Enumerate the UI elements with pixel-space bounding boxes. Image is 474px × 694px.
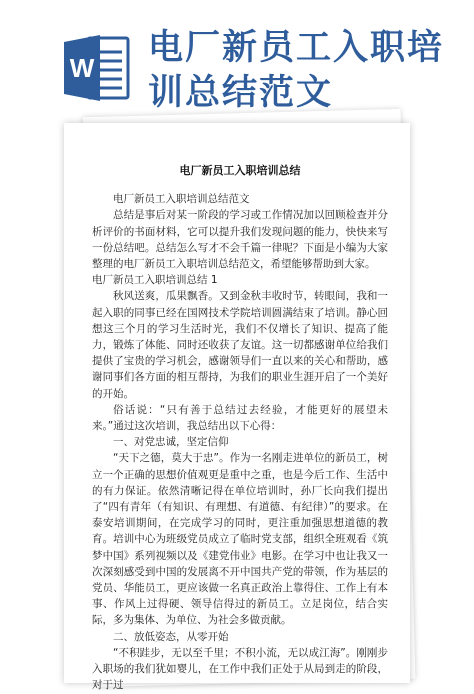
document-page (64, 123, 410, 692)
paragraph: “天下之德，莫大于忠”。作为一名刚走进单位的新员工，树立一个正确的思想价值观更是重中之重，也是今后工作、生活中的有力保证。依然清晰记得在单位培训时，孙厂长向我们提出了“四有青年（有知识、有理想、有道德、有纪律）”的要求。在泰安培训期间，在完成学习的同时，更注重加强思想道德的教育。培训中心为班级党员成立了临时党支部，组织全班观看《筑梦中国》系列视频以及《建党伟业》电影。在学习中也让我又一次深刻感受到中国的发展离不开中国共产党的带领，作为基层的党员、华能员工，更应该做一名真正政治上靠得住、工作上有本事、作风上过得硬、领导信得过的新员工。立足岗位，结合实际，多为集体、为单位、为社会多做贡献。 (92, 452, 388, 627)
page-title (148, 26, 468, 116)
section-heading: 电厂新员工入职培训总结 1 (92, 274, 218, 287)
document-intro: 总结是事后对某一阶段的学习或工作情况加以回顾检查并分析评价的书面材料，它可以提升我们发现问题的能力，快快来写一份总结吧。总结怎么写才不会千篇一律呢？下面是小编为大家整理的电厂新员工入职培训总结范文，希望能够帮助到大家。 (92, 209, 388, 271)
word-document-icon (64, 32, 132, 104)
document-subtitle: 电厂新员工入职培训总结范文 (113, 193, 250, 206)
page-title-line-1: 电厂新员工入职培 (148, 28, 445, 68)
paragraph: 俗话说：“只有善于总结过去经验，才能更好的展望未来。”通过这次培训，我总结出以下心得： (92, 403, 388, 433)
point-heading: 一、对党忠诚，坚定信仰 (113, 436, 229, 449)
paragraph: “不积跬步，无以至千里；不积小流，无以成江海”。刚刚步入职场的我们犹如婴儿，在工作中我们正处于从局到走的阶段，对于过 (92, 646, 388, 692)
paragraph: 秋风送爽，瓜果飘香。又到金秋丰收时节，转眼间，我和一起入职的同事已经在国网技术学院培训圆满结束了培训。静心回想这三个月的学习生活时光，我们不仅增长了知识、提高了能力，锻炼了体能、同时还收获了友谊。这一切都感谢单位给我们提供了宝贵的学习机会，感谢领导们一直以来的关心和帮助，感谢同事们各方面的相互帮持，为我们的职业生涯开启了一个美好的开始。 (92, 290, 388, 400)
page-title-line-2: 训总结范文 (148, 73, 334, 113)
document-title: 电厂新员工入职培训总结 (179, 164, 301, 177)
point-heading: 二、放低姿态，从零开始 (113, 630, 229, 643)
word-icon-letter: W (69, 53, 95, 83)
document-content (92, 159, 388, 694)
